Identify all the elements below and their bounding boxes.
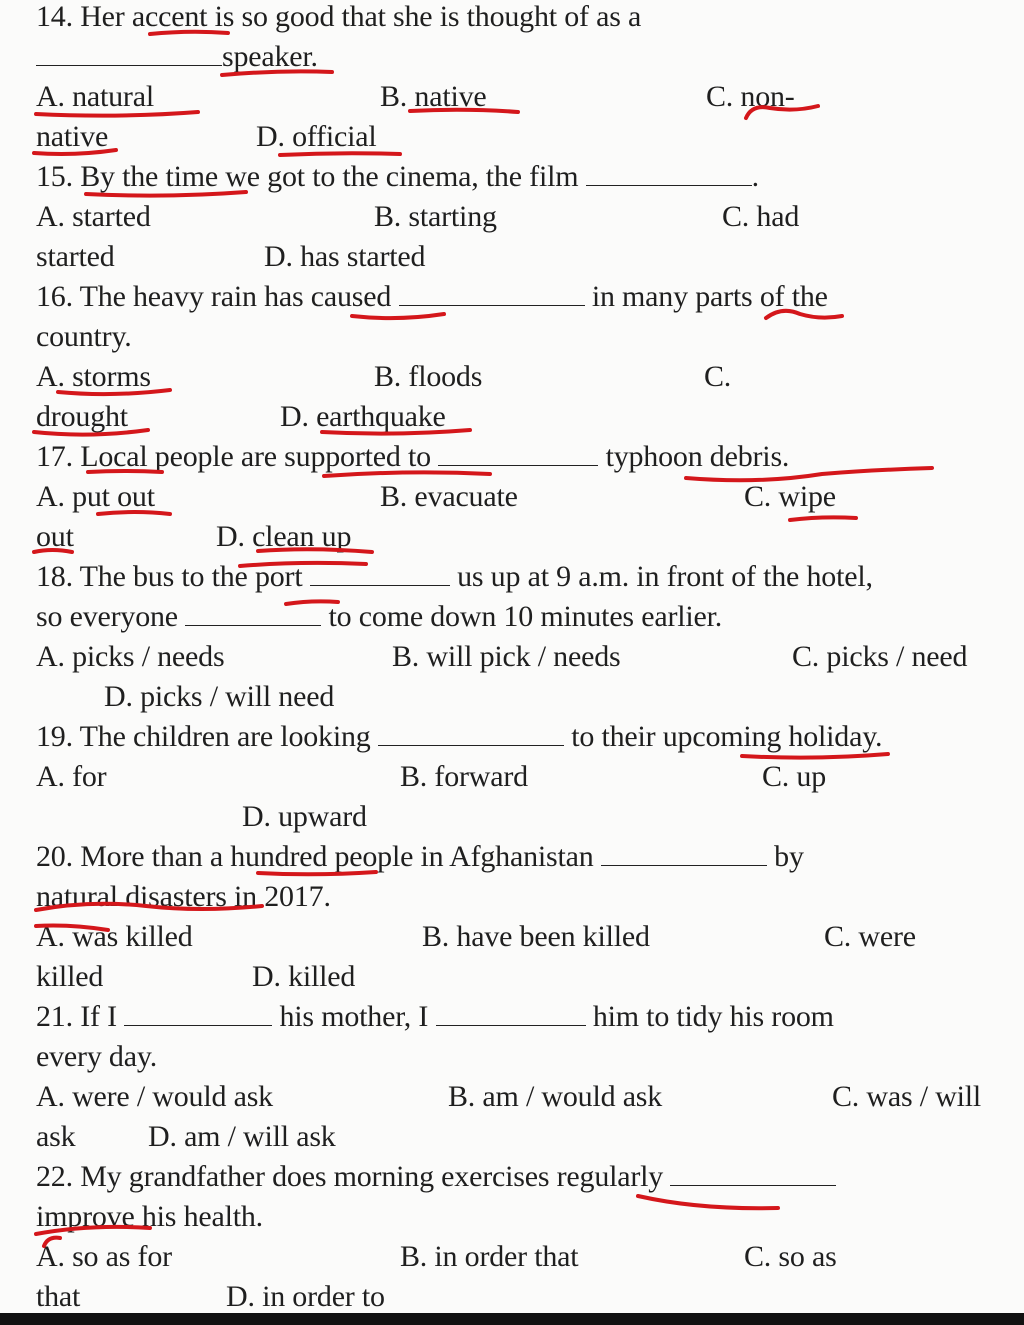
option-16c: C. (704, 360, 732, 393)
answer-blank[interactable] (438, 439, 598, 466)
option-16b: B. floods (374, 360, 483, 393)
option-18c: C. picks / need (792, 640, 968, 673)
answer-blank[interactable] (399, 279, 585, 306)
answer-blank[interactable] (378, 719, 564, 746)
option-20d: D. killed (252, 960, 356, 993)
question-14-line2: speaker. (36, 37, 318, 77)
answer-blank[interactable] (310, 559, 450, 586)
option-14c: C. non- (706, 80, 795, 113)
question-17-stem: 17. Local people are supported to typhoon debris. (36, 440, 790, 473)
option-20b: B. have been killed (422, 920, 650, 953)
option-17d: D. clean up (216, 520, 352, 553)
question-18-stem: 18. The bus to the port us up at 9 a.m. in front of the hotel, (36, 560, 873, 593)
answer-blank[interactable] (601, 839, 767, 866)
option-19c: C. up (762, 760, 827, 793)
question-20-stem: 20. More than a hundred people in Afghanistan by (36, 840, 804, 873)
option-22d: D. in order to (226, 1280, 385, 1313)
option-21a: A. were / would ask (36, 1080, 273, 1113)
underline-regularly (638, 1196, 778, 1208)
option-22c-cont: that (36, 1280, 81, 1313)
option-14a: A. natural (36, 80, 154, 113)
option-17b: B. evacuate (380, 480, 518, 513)
question-16-line2: country. (36, 320, 132, 353)
option-15c-cont: started (36, 240, 115, 273)
option-21c: C. was / will (832, 1080, 982, 1113)
option-17c: C. wipe (744, 480, 836, 513)
question-18-line2: so everyone to come down 10 minutes earlier. (36, 600, 723, 633)
question-14-stem: 14. Her accent is so good that she is thought of as a (36, 0, 642, 33)
question-21-stem: 21. If I his mother, I him to tidy his room (36, 1000, 834, 1033)
option-21c-cont: ask (36, 1120, 76, 1153)
option-15c: C. had (722, 200, 800, 233)
question-15-stem: 15. By the time we got to the cinema, the film . (36, 160, 759, 193)
question-20-line2: natural disasters in 2017. (36, 880, 331, 913)
option-18a: A. picks / needs (36, 640, 225, 673)
option-17c-cont: out (36, 520, 74, 553)
option-21d: D. am / will ask (148, 1120, 336, 1153)
question-22-line2: improve his health. (36, 1200, 263, 1233)
option-21b: B. am / would ask (448, 1080, 663, 1113)
answer-blank[interactable] (36, 39, 222, 66)
bottom-black-bar (0, 1313, 1024, 1325)
answer-blank[interactable] (124, 999, 272, 1026)
option-14b: B. native (380, 80, 487, 113)
option-22a: A. so as for (36, 1240, 172, 1273)
answer-blank[interactable] (436, 999, 586, 1026)
option-20a: A. was killed (36, 920, 193, 953)
question-16-stem: 16. The heavy rain has caused in many parts of the (36, 280, 828, 313)
option-15a: A. started (36, 200, 151, 233)
option-22b: B. in order that (400, 1240, 579, 1273)
option-16d: D. earthquake (280, 400, 446, 433)
option-16c-cont: drought (36, 400, 128, 433)
option-20c-cont: killed (36, 960, 104, 993)
answer-blank[interactable] (670, 1159, 836, 1186)
option-16a: A. storms (36, 360, 151, 393)
option-17a: A. put out (36, 480, 155, 513)
option-19d: D. upward (242, 800, 367, 833)
underline-wipe (790, 517, 856, 520)
answer-blank[interactable] (185, 599, 321, 626)
answer-blank[interactable] (586, 159, 752, 186)
option-15b: B. starting (374, 200, 497, 233)
question-19-stem: 19. The children are looking to their upcoming holiday. (36, 720, 883, 753)
option-18b: B. will pick / needs (392, 640, 621, 673)
option-14c-cont: native (36, 120, 109, 153)
question-22-stem: 22. My grandfather does morning exercises regularly (36, 1157, 836, 1197)
option-15d: D. has started (264, 240, 426, 273)
option-19b: B. forward (400, 760, 528, 793)
option-22c: C. so as (744, 1240, 837, 1273)
option-20c: C. were (824, 920, 916, 953)
option-18d: D. picks / will need (104, 680, 335, 713)
question-21-line2: every day. (36, 1040, 157, 1073)
option-14d: D. official (256, 120, 377, 153)
option-19a: A. for (36, 760, 107, 793)
